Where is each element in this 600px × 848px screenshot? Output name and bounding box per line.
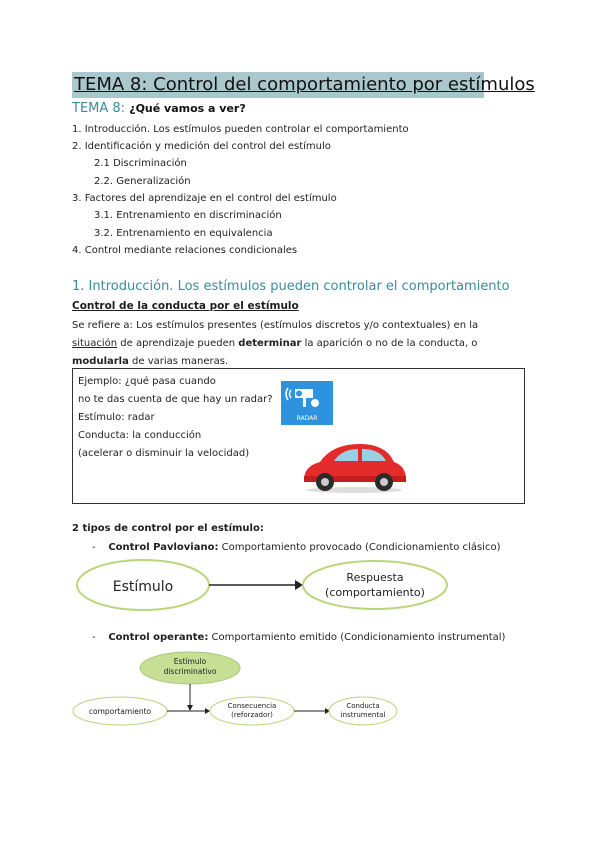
radar-icon [281,381,333,425]
para-part: Se refiere a: Los estímulos presentes (estímulos discretos y/o contextuales) en la [72,320,479,331]
pavlov-arrowhead [295,580,303,590]
operant-diagram [70,650,430,740]
page-title: TEMA 8: Control del comportamiento por estímulos [72,72,484,98]
toc-item: 2. Identificación y medición del control del estímulo [72,141,331,152]
reforzador-label: (reforzador) [231,711,273,719]
operante-desc: Comportamiento emitido (Condicionamiento instrumental) [208,632,506,643]
toc-item: 2.1 Discriminación [94,158,187,169]
para-part: de aprendizaje pueden [117,338,239,349]
consecuencia-label: Consecuencia [227,702,277,710]
subhead-tema: TEMA 8: [72,101,126,116]
section-heading: 1. Introducción. Los estímulos pueden controlar el comportamiento [72,279,510,294]
example-line: Conducta: la conducción [78,430,202,441]
bullet-operante [92,632,505,643]
toc-item: 1. Introducción. Los estímulos pueden controlar el comportamiento [72,124,409,135]
operant-down-arrow [187,705,193,711]
radar-label: RADAR [296,415,318,422]
para-determinar: determinar [238,338,302,349]
para-part: la aparición o no de la conducta, o [301,338,478,349]
toc-item: 3.1. Entrenamiento en discriminación [94,210,282,221]
bullet-dash: - [92,542,109,553]
toc-item: 3. Factores del aprendizaje en el control del estímulo [72,193,337,204]
discriminativo-label-2: discriminativo [163,667,217,676]
respuesta-ellipse [303,561,447,609]
example-line: (acelerar o disminuir la velocidad) [78,448,250,459]
bullet-dash: - [92,632,109,643]
section-subheading [72,101,246,116]
intro-paragraph [72,317,522,371]
respuesta-label: Respuesta [346,571,404,584]
example-line: no te das cuenta de que hay un radar? [78,394,273,405]
pavloviano-label: Control Pavloviano: [108,542,219,553]
pavlov-diagram [70,558,550,628]
comportamiento-label: (comportamiento) [325,586,425,599]
section-subheading-control: Control de la conducta por el estímulo [72,300,299,312]
estimulo-label: Estímulo [112,579,174,595]
toc-item: 4. Control mediante relaciones condicionales [72,245,298,256]
bullet-pavloviano [92,542,500,553]
car-icon [298,440,410,494]
toc-item: 2.2. Generalización [94,176,191,187]
para-part: de varias maneras. [128,356,229,367]
radar-sign [281,381,333,425]
para-situacion: situación [72,338,118,349]
operante-label: Control operante: [108,632,209,643]
pavloviano-desc: Comportamiento provocado (Condicionamiento clásico) [218,542,501,553]
toc-item: 3.2. Entrenamiento en equivalencia [94,228,273,239]
example-line: Ejemplo: ¿qué pasa cuando [78,376,216,387]
comportamiento-text: comportamiento [88,707,152,716]
operant-arrow-1 [205,708,210,714]
instrumental-label: instrumental [340,711,386,719]
conducta-label: Conducta [346,702,380,710]
discriminativo-label: Estímulo [173,657,207,666]
para-modularla: modularla [72,356,129,367]
example-line: Estímulo: radar [78,412,155,423]
tipos-heading: 2 tipos de control por el estímulo: [72,523,264,534]
subhead-question: ¿Qué vamos a ver? [129,102,246,115]
